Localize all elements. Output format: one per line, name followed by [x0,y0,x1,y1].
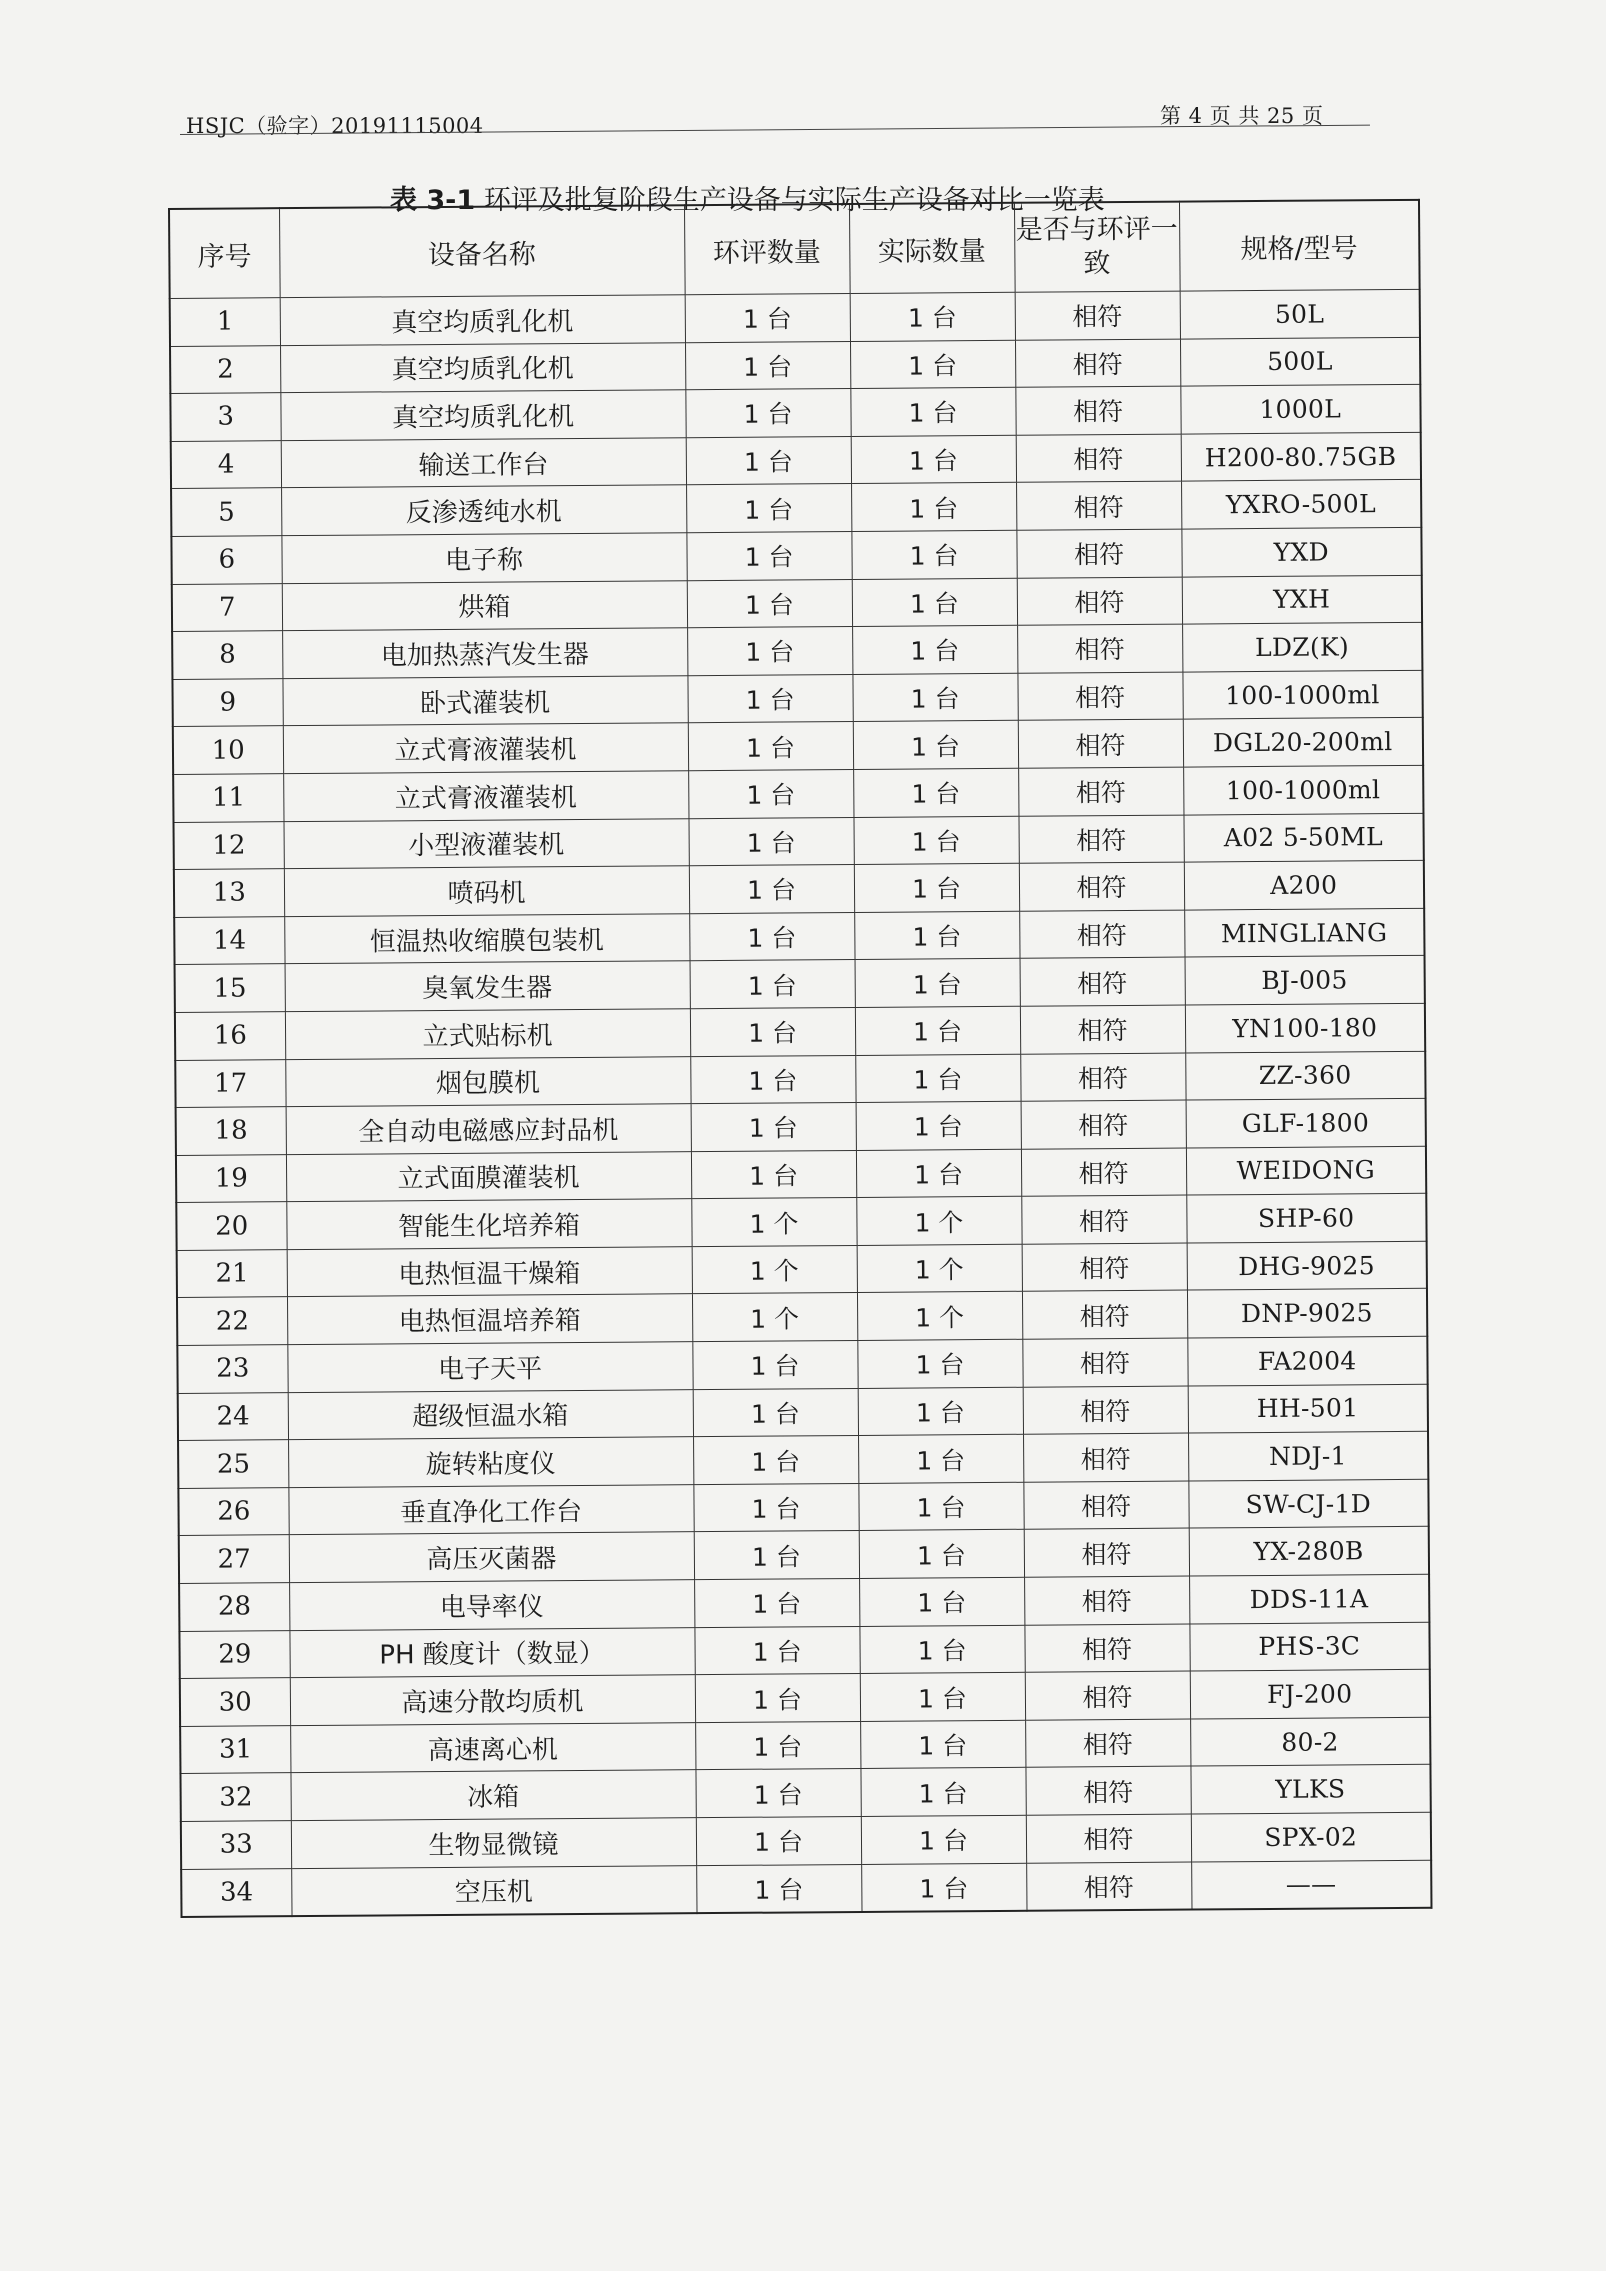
cell-eia-quantity: 1 台 [693,1388,858,1437]
cell-index: 12 [174,821,284,869]
cell-equipment-name: 喷码机 [284,866,689,917]
cell-consistency: 相符 [1026,1862,1191,1911]
cell-actual-quantity: 1 台 [859,1625,1024,1674]
cell-eia-quantity: 1 台 [688,722,853,771]
cell-model: YLKS [1190,1765,1430,1814]
cell-index: 34 [181,1868,291,1917]
cell-equipment-name: 输送工作台 [281,437,686,488]
cell-consistency: 相符 [1016,481,1181,530]
cell-consistency: 相符 [1022,1291,1187,1340]
cell-model: GLF-1800 [1186,1098,1426,1147]
cell-consistency: 相符 [1017,672,1182,721]
cell-index: 28 [179,1583,289,1631]
cell-eia-quantity: 1 台 [696,1816,861,1865]
column-header-consistency: 是否与环评一致 [1014,202,1180,293]
cell-actual-quantity: 1 台 [860,1672,1025,1721]
cell-actual-quantity: 1 台 [853,721,1018,770]
table-title: 环评及批复阶段生产设备与实际生产设备对比一览表 [483,185,1105,216]
cell-model: YX-280B [1189,1527,1429,1576]
cell-consistency: 相符 [1022,1338,1187,1387]
cell-consistency: 相符 [1025,1671,1190,1720]
cell-eia-quantity: 1 台 [689,865,854,914]
cell-actual-quantity: 1 台 [856,1149,1021,1198]
cell-consistency: 相符 [1024,1528,1189,1577]
cell-consistency: 相符 [1025,1766,1190,1815]
cell-index: 21 [177,1250,287,1298]
table-header-row [169,200,1420,299]
cell-eia-quantity: 1 台 [686,531,851,580]
cell-index: 15 [175,964,285,1012]
cell-index: 5 [171,488,281,536]
cell-eia-quantity: 1 台 [687,627,852,676]
cell-equipment-name: 卧式灌装机 [282,675,687,726]
cell-consistency: 相符 [1026,1814,1191,1863]
cell-actual-quantity: 1 台 [850,387,1015,436]
cell-index: 19 [176,1154,286,1202]
cell-model: YXD [1181,527,1421,576]
cell-index: 6 [171,536,281,584]
column-header-index: 序号 [169,208,280,298]
cell-model: H200-80.75GB [1181,432,1421,481]
cell-equipment-name: PH 酸度计（数显） [289,1627,694,1678]
cell-actual-quantity: 1 台 [852,578,1017,627]
cell-consistency: 相符 [1015,386,1180,435]
cell-model: 100-1000ml [1182,670,1422,719]
cell-actual-quantity: 1 台 [856,1101,1021,1150]
cell-equipment-name: 立式面膜灌装机 [286,1151,691,1202]
cell-consistency: 相符 [1018,767,1183,816]
cell-actual-quantity: 1 个 [857,1244,1022,1293]
cell-index: 27 [179,1535,289,1583]
cell-model: 500L [1180,337,1420,386]
cell-model: —— [1191,1860,1431,1910]
cell-model: MINGLIANG [1184,908,1424,957]
cell-model: 80-2 [1190,1717,1430,1766]
cell-actual-quantity: 1 台 [851,435,1016,484]
cell-model: A200 [1184,860,1424,909]
cell-eia-quantity: 1 个 [691,1198,856,1247]
cell-model: NDJ-1 [1188,1432,1428,1481]
cell-eia-quantity: 1 台 [691,1150,856,1199]
cell-eia-quantity: 1 台 [693,1483,858,1532]
cell-equipment-name: 恒温热收缩膜包装机 [284,913,689,964]
cell-actual-quantity: 1 台 [855,959,1020,1008]
cell-eia-quantity: 1 个 [692,1245,857,1294]
table-body [170,289,1432,1917]
cell-actual-quantity: 1 台 [850,340,1015,389]
cell-eia-quantity: 1 台 [694,1626,859,1675]
cell-actual-quantity: 1 台 [852,625,1017,674]
cell-actual-quantity: 1 台 [859,1530,1024,1579]
cell-equipment-name: 智能生化培养箱 [286,1199,691,1250]
cell-model: 100-1000ml [1183,765,1423,814]
cell-index: 26 [178,1487,288,1535]
column-header-actual-quantity: 实际数量 [849,203,1015,294]
cell-consistency: 相符 [1024,1576,1189,1625]
cell-index: 22 [177,1297,287,1345]
cell-model: DHG-9025 [1187,1241,1427,1290]
cell-consistency: 相符 [1015,339,1180,388]
cell-consistency: 相符 [1016,434,1181,483]
cell-index: 7 [172,583,282,631]
cell-actual-quantity: 1 个 [857,1292,1022,1341]
cell-equipment-name: 真空均质乳化机 [280,295,685,346]
cell-equipment-name: 立式膏液灌装机 [283,771,688,822]
equipment-table-container [168,199,1431,1918]
cell-model: 50L [1180,289,1420,338]
cell-consistency: 相符 [1019,862,1184,911]
cell-equipment-name: 电加热蒸汽发生器 [282,628,687,679]
cell-equipment-name: 垂直净化工作台 [288,1485,693,1536]
cell-index: 3 [170,393,280,441]
cell-equipment-name: 小型液灌装机 [283,818,688,869]
cell-equipment-name: 全自动电磁感应封品机 [286,1104,691,1155]
cell-eia-quantity: 1 台 [690,1055,855,1104]
cell-equipment-name: 真空均质乳化机 [280,342,685,393]
cell-actual-quantity: 1 台 [851,483,1016,532]
cell-model: HH-501 [1188,1384,1428,1433]
cell-equipment-name: 电热恒温干燥箱 [287,1247,692,1298]
column-header-equipment-name: 设备名称 [279,205,685,297]
cell-eia-quantity: 1 台 [690,960,855,1009]
cell-consistency: 相符 [1015,291,1180,340]
cell-model: A02 5-50ML [1183,813,1423,862]
cell-index: 24 [178,1392,288,1440]
cell-consistency: 相符 [1025,1719,1190,1768]
cell-equipment-name: 高压灭菌器 [289,1532,694,1583]
column-header-eia-quantity: 环评数量 [684,204,850,295]
cell-index: 16 [175,1012,285,1060]
cell-eia-quantity: 1 台 [695,1674,860,1723]
document-id: HSJC（验字）20191115004 [186,114,484,138]
cell-consistency: 相符 [1023,1386,1188,1435]
cell-model: 1000L [1180,385,1420,434]
cell-consistency: 相符 [1022,1243,1187,1292]
page-number: 第 4 页 共 25 页 [1160,104,1324,128]
cell-actual-quantity: 1 台 [861,1815,1026,1864]
cell-eia-quantity: 1 台 [694,1531,859,1580]
cell-eia-quantity: 1 台 [696,1864,861,1913]
cell-index: 10 [173,726,283,774]
cell-model: FA2004 [1187,1336,1427,1385]
cell-eia-quantity: 1 台 [695,1721,860,1770]
cell-model: LDZ(K) [1182,622,1422,671]
cell-eia-quantity: 1 台 [686,436,851,485]
cell-eia-quantity: 1 台 [687,674,852,723]
cell-actual-quantity: 1 台 [861,1863,1026,1912]
cell-equipment-name: 真空均质乳化机 [280,390,685,441]
cell-eia-quantity: 1 台 [689,912,854,961]
cell-model: DNP-9025 [1187,1289,1427,1338]
cell-equipment-name: 冰箱 [290,1770,695,1821]
cell-consistency: 相符 [1019,910,1184,959]
cell-equipment-name: 空压机 [291,1865,696,1916]
cell-actual-quantity: 1 台 [854,863,1019,912]
cell-actual-quantity: 1 台 [855,1006,1020,1055]
cell-eia-quantity: 1 台 [685,341,850,390]
cell-consistency: 相符 [1020,1005,1185,1054]
cell-actual-quantity: 1 台 [857,1339,1022,1388]
cell-index: 13 [174,869,284,917]
cell-equipment-name: 电子天平 [287,1342,692,1393]
cell-consistency: 相符 [1017,577,1182,626]
cell-eia-quantity: 1 台 [687,579,852,628]
cell-eia-quantity: 1 台 [686,484,851,533]
cell-model: ZZ-360 [1185,1051,1425,1100]
cell-eia-quantity: 1 台 [691,1103,856,1152]
table-row [181,1860,1431,1917]
cell-index: 14 [174,916,284,964]
cell-actual-quantity: 1 个 [856,1197,1021,1246]
cell-index: 17 [175,1059,285,1107]
cell-consistency: 相符 [1016,529,1181,578]
cell-model: BJ-005 [1185,956,1425,1005]
cell-equipment-name: 超级恒温水箱 [288,1389,693,1440]
cell-actual-quantity: 1 台 [851,530,1016,579]
cell-index: 2 [170,345,280,393]
cell-equipment-name: 旋转粘度仪 [288,1437,693,1488]
cell-consistency: 相符 [1023,1481,1188,1530]
cell-model: SHP-60 [1186,1194,1426,1243]
cell-index: 4 [171,440,281,488]
cell-eia-quantity: 1 台 [694,1579,859,1628]
cell-model: WEIDONG [1186,1146,1426,1195]
cell-eia-quantity: 1 台 [690,1007,855,1056]
cell-consistency: 相符 [1021,1148,1186,1197]
cell-model: PHS-3C [1189,1622,1429,1671]
cell-index: 8 [172,631,282,679]
cell-consistency: 相符 [1018,719,1183,768]
cell-index: 32 [180,1773,290,1821]
cell-index: 20 [176,1202,286,1250]
cell-equipment-name: 立式膏液灌装机 [283,723,688,774]
cell-model: YXH [1182,575,1422,624]
cell-actual-quantity: 1 台 [853,768,1018,817]
cell-model: DGL20-200ml [1183,718,1423,767]
cell-actual-quantity: 1 台 [858,1387,1023,1436]
cell-eia-quantity: 1 台 [695,1769,860,1818]
cell-index: 18 [176,1107,286,1155]
cell-index: 30 [180,1678,290,1726]
cell-index: 1 [170,298,280,346]
cell-consistency: 相符 [1021,1100,1186,1149]
equipment-comparison-table [168,199,1433,1918]
cell-actual-quantity: 1 台 [852,673,1017,722]
column-header-model: 规格/型号 [1179,200,1420,291]
cell-consistency: 相符 [1023,1433,1188,1482]
cell-consistency: 相符 [1020,1053,1185,1102]
cell-index: 33 [181,1821,291,1869]
cell-actual-quantity: 1 台 [858,1435,1023,1484]
cell-equipment-name: 电热恒温培养箱 [287,1294,692,1345]
cell-actual-quantity: 1 台 [858,1482,1023,1531]
cell-actual-quantity: 1 台 [854,911,1019,960]
cell-index: 9 [172,678,282,726]
cell-eia-quantity: 1 台 [688,817,853,866]
cell-index: 25 [178,1440,288,1488]
cell-actual-quantity: 1 台 [859,1577,1024,1626]
cell-model: SW-CJ-1D [1188,1479,1428,1528]
cell-index: 11 [173,774,283,822]
cell-actual-quantity: 1 台 [853,816,1018,865]
cell-model: SPX-02 [1191,1812,1431,1861]
cell-equipment-name: 烟包膜机 [285,1056,690,1107]
cell-index: 23 [177,1345,287,1393]
cell-equipment-name: 烘箱 [282,580,687,631]
cell-model: DDS-11A [1189,1574,1429,1623]
cell-consistency: 相符 [1020,957,1185,1006]
cell-actual-quantity: 1 台 [860,1720,1025,1769]
cell-equipment-name: 反渗透纯水机 [281,485,686,536]
cell-consistency: 相符 [1018,815,1183,864]
cell-index: 31 [180,1725,290,1773]
table-number: 表 3-1 [390,185,476,216]
cell-model: YN100-180 [1185,1003,1425,1052]
cell-consistency: 相符 [1024,1624,1189,1673]
cell-equipment-name: 高速分散均质机 [290,1675,695,1726]
cell-model: YXRO-500L [1181,480,1421,529]
cell-eia-quantity: 1 台 [685,389,850,438]
cell-consistency: 相符 [1017,624,1182,673]
cell-eia-quantity: 1 个 [692,1293,857,1342]
cell-eia-quantity: 1 台 [693,1436,858,1485]
cell-eia-quantity: 1 台 [692,1341,857,1390]
cell-equipment-name: 立式贴标机 [285,1009,690,1060]
cell-consistency: 相符 [1021,1195,1186,1244]
cell-equipment-name: 臭氧发生器 [285,961,690,1012]
cell-model: FJ-200 [1190,1670,1430,1719]
cell-equipment-name: 电子称 [281,533,686,584]
cell-equipment-name: 生物显微镜 [291,1818,696,1869]
cell-index: 29 [179,1630,289,1678]
cell-eia-quantity: 1 台 [685,294,850,343]
cell-actual-quantity: 1 台 [850,292,1015,341]
cell-equipment-name: 高速离心机 [290,1722,695,1773]
cell-eia-quantity: 1 台 [688,769,853,818]
cell-actual-quantity: 1 台 [855,1054,1020,1103]
cell-actual-quantity: 1 台 [860,1768,1025,1817]
cell-equipment-name: 电导率仪 [289,1580,694,1631]
